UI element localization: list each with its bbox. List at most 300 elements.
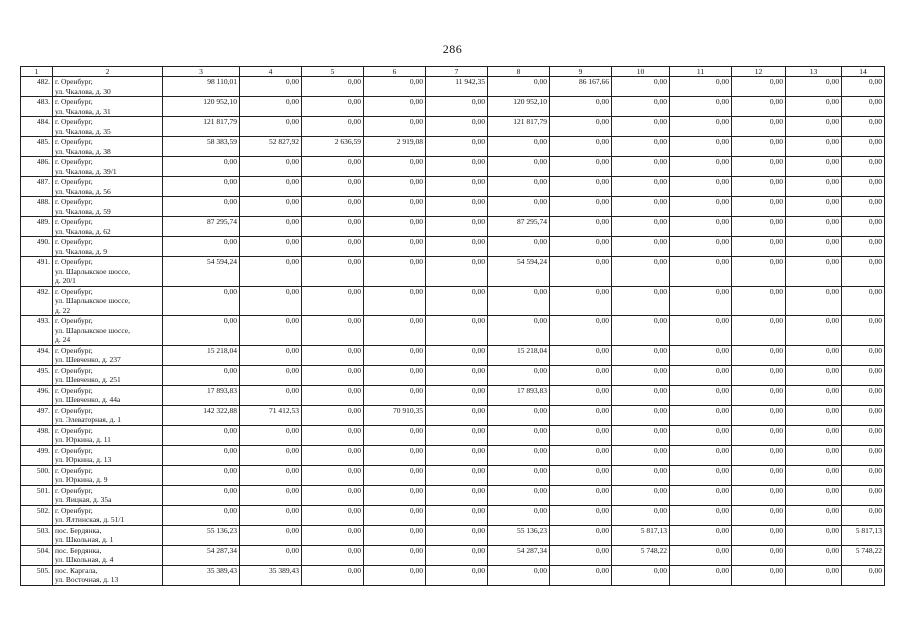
value-cell: 0,00: [488, 465, 550, 485]
value-cell: 87 295,74: [488, 217, 550, 237]
address-line: г. Оренбург,: [55, 157, 93, 166]
row-number: 499.: [21, 445, 53, 465]
value-cell: 0,00: [488, 445, 550, 465]
row-number: 500.: [21, 465, 53, 485]
address-line: ул. Шевченко, д. 44а: [55, 395, 121, 404]
value-cell: 0,00: [732, 405, 786, 425]
value-cell: 0,00: [550, 425, 612, 445]
value-cell: 0,00: [670, 465, 732, 485]
table-row: [21, 405, 885, 425]
value-cell: 0,00: [670, 365, 732, 385]
value-cell: 0,00: [302, 237, 364, 257]
address-line: ул. Яицкая, д. 35а: [55, 495, 112, 504]
value-cell: 0,00: [612, 565, 670, 585]
value-cell: 0,00: [670, 525, 732, 545]
row-number: 487.: [21, 177, 53, 197]
value-cell: 0,00: [670, 405, 732, 425]
value-cell: 0,00: [302, 385, 364, 405]
value-cell: 0,00: [302, 525, 364, 545]
value-cell: 0,00: [240, 445, 302, 465]
value-cell: 0,00: [488, 77, 550, 97]
value-cell: 11 942,35: [426, 77, 488, 97]
address-cell: [53, 197, 163, 217]
value-cell: 0,00: [426, 97, 488, 117]
value-cell: 0,00: [364, 525, 426, 545]
value-cell: 0,00: [786, 157, 842, 177]
value-cell: 0,00: [786, 117, 842, 137]
value-cell: 98 110,01: [163, 77, 240, 97]
value-cell: 0,00: [302, 97, 364, 117]
header-row: [21, 67, 885, 77]
row-number: 483.: [21, 97, 53, 117]
value-cell: 0,00: [550, 217, 612, 237]
value-cell: 0,00: [612, 77, 670, 97]
address-line: г. Оренбург,: [55, 97, 93, 106]
value-cell: 0,00: [612, 505, 670, 525]
address-cell: [53, 465, 163, 485]
column-header: 3: [163, 67, 240, 77]
value-cell: 0,00: [426, 505, 488, 525]
value-cell: 0,00: [732, 117, 786, 137]
value-cell: 0,00: [302, 316, 364, 346]
value-cell: 54 594,24: [488, 257, 550, 287]
row-number: 482.: [21, 77, 53, 97]
address-cell: [53, 237, 163, 257]
address-line: пос. Каргала,: [55, 565, 98, 575]
table-row: [21, 316, 885, 346]
value-cell: 0,00: [732, 525, 786, 545]
value-cell: 0,00: [550, 485, 612, 505]
value-cell: 0,00: [732, 286, 786, 316]
value-cell: 0,00: [732, 385, 786, 405]
value-cell: 0,00: [426, 117, 488, 137]
value-cell: 0,00: [670, 445, 732, 465]
row-number: 488.: [21, 197, 53, 217]
address-cell: [53, 77, 163, 97]
row-number: 493.: [21, 316, 53, 346]
value-cell: 0,00: [240, 485, 302, 505]
value-cell: 0,00: [786, 257, 842, 287]
value-cell: 0,00: [426, 157, 488, 177]
value-cell: 0,00: [842, 385, 885, 405]
address-line: пос. Бердянка,: [55, 525, 102, 535]
table-row: [21, 445, 885, 465]
value-cell: 0,00: [842, 445, 885, 465]
value-cell: 0,00: [364, 157, 426, 177]
address-cell: [53, 365, 163, 385]
value-cell: 0,00: [732, 197, 786, 217]
value-cell: 0,00: [612, 237, 670, 257]
column-header: 13: [786, 67, 842, 77]
table-row: [21, 197, 885, 217]
value-cell: 0,00: [732, 77, 786, 97]
value-cell: 0,00: [364, 117, 426, 137]
address-line: ул. Шарлыкское шоссе,: [55, 296, 130, 305]
value-cell: 0,00: [364, 237, 426, 257]
value-cell: 0,00: [670, 217, 732, 237]
address-line: г. Оренбург,: [55, 217, 93, 226]
column-header: 8: [488, 67, 550, 77]
value-cell: 0,00: [550, 257, 612, 287]
table-row: [21, 237, 885, 257]
page-number: 286: [442, 42, 463, 56]
value-cell: 0,00: [786, 505, 842, 525]
value-cell: 0,00: [786, 316, 842, 346]
value-cell: 0,00: [163, 505, 240, 525]
value-cell: 54 287,34: [163, 545, 240, 565]
value-cell: 0,00: [670, 177, 732, 197]
address-line: ул. Ялтинская, д. 51/1: [55, 515, 125, 524]
address-cell: [53, 405, 163, 425]
value-cell: 17 893,83: [163, 385, 240, 405]
table-row: [21, 385, 885, 405]
value-cell: 0,00: [670, 257, 732, 287]
value-cell: 0,00: [612, 405, 670, 425]
value-cell: 0,00: [732, 316, 786, 346]
address-line: ул. Чкалова, д. 31: [55, 106, 111, 116]
address-line: д. 20/1: [55, 276, 76, 285]
value-cell: 0,00: [488, 197, 550, 217]
address-line: г. Оренбург,: [55, 237, 93, 246]
value-cell: 0,00: [240, 505, 302, 525]
address-cell: [53, 97, 163, 117]
value-cell: 0,00: [612, 445, 670, 465]
value-cell: 0,00: [364, 177, 426, 197]
address-line: г. Оренбург,: [55, 445, 93, 455]
address-line: д. 22: [55, 305, 71, 315]
address-line: ул. Юркина, д. 11: [55, 435, 111, 444]
value-cell: 0,00: [488, 485, 550, 505]
value-cell: 87 295,74: [163, 217, 240, 237]
value-cell: 0,00: [240, 177, 302, 197]
value-cell: 0,00: [364, 565, 426, 585]
column-header: 12: [732, 67, 786, 77]
value-cell: 0,00: [786, 525, 842, 545]
value-cell: 0,00: [302, 77, 364, 97]
column-header: 11: [670, 67, 732, 77]
value-cell: 0,00: [364, 257, 426, 287]
value-cell: 0,00: [550, 525, 612, 545]
value-cell: 0,00: [550, 545, 612, 565]
value-cell: 0,00: [426, 445, 488, 465]
value-cell: 58 383,59: [163, 137, 240, 157]
value-cell: 0,00: [732, 425, 786, 445]
value-cell: 0,00: [426, 465, 488, 485]
value-cell: 0,00: [426, 525, 488, 545]
value-cell: 0,00: [364, 345, 426, 365]
value-cell: 0,00: [488, 286, 550, 316]
value-cell: 0,00: [240, 77, 302, 97]
value-cell: 0,00: [842, 177, 885, 197]
row-number: 485.: [21, 137, 53, 157]
address-line: г. Оренбург,: [55, 77, 93, 86]
row-number: 490.: [21, 237, 53, 257]
address-line: г. Оренбург,: [55, 405, 93, 415]
value-cell: 0,00: [842, 286, 885, 316]
value-cell: 0,00: [842, 77, 885, 97]
value-cell: 0,00: [612, 465, 670, 485]
address-line: г. Оренбург,: [55, 177, 93, 186]
value-cell: 0,00: [163, 425, 240, 445]
value-cell: 0,00: [670, 565, 732, 585]
row-number: 497.: [21, 405, 53, 425]
value-cell: 0,00: [302, 217, 364, 237]
value-cell: 0,00: [732, 345, 786, 365]
value-cell: 0,00: [163, 445, 240, 465]
value-cell: 0,00: [550, 345, 612, 365]
address-cell: [53, 257, 163, 287]
value-cell: 0,00: [240, 237, 302, 257]
value-cell: 15 218,04: [163, 345, 240, 365]
table-row: [21, 485, 885, 505]
value-cell: 0,00: [163, 465, 240, 485]
value-cell: 0,00: [786, 197, 842, 217]
value-cell: 0,00: [732, 177, 786, 197]
value-cell: 0,00: [163, 197, 240, 217]
row-number: 505.: [21, 565, 53, 585]
table-row: [21, 97, 885, 117]
table-row: [21, 286, 885, 316]
value-cell: 5 748,22: [612, 545, 670, 565]
row-number: 498.: [21, 425, 53, 445]
value-cell: 0,00: [426, 177, 488, 197]
column-header: 7: [426, 67, 488, 77]
value-cell: 0,00: [163, 485, 240, 505]
address-line: д. 24: [55, 335, 71, 344]
value-cell: 55 136,23: [488, 525, 550, 545]
value-cell: 0,00: [550, 445, 612, 465]
value-cell: 0,00: [426, 565, 488, 585]
row-number: 484.: [21, 117, 53, 137]
column-header: 14: [842, 67, 885, 77]
table-row: [21, 365, 885, 385]
value-cell: 17 893,83: [488, 385, 550, 405]
value-cell: 0,00: [163, 237, 240, 257]
value-cell: 0,00: [550, 157, 612, 177]
value-cell: 0,00: [426, 217, 488, 237]
value-cell: 0,00: [786, 565, 842, 585]
address-cell: [53, 157, 163, 177]
value-cell: 120 952,10: [488, 97, 550, 117]
value-cell: 0,00: [786, 286, 842, 316]
value-cell: 0,00: [364, 445, 426, 465]
value-cell: 121 817,79: [163, 117, 240, 137]
table-row: [21, 505, 885, 525]
value-cell: 0,00: [550, 286, 612, 316]
value-cell: 0,00: [302, 445, 364, 465]
address-cell: [53, 545, 163, 565]
value-cell: 0,00: [302, 365, 364, 385]
value-cell: 0,00: [732, 505, 786, 525]
value-cell: 0,00: [670, 286, 732, 316]
value-cell: 0,00: [163, 286, 240, 316]
value-cell: 55 136,23: [163, 525, 240, 545]
value-cell: 0,00: [612, 485, 670, 505]
column-header: 2: [53, 67, 163, 77]
value-cell: 0,00: [302, 286, 364, 316]
value-cell: 0,00: [550, 197, 612, 217]
value-cell: 0,00: [786, 237, 842, 257]
value-cell: 0,00: [240, 157, 302, 177]
table-row: [21, 157, 885, 177]
value-cell: 0,00: [240, 545, 302, 565]
table-row: [21, 257, 885, 287]
column-header: 5: [302, 67, 364, 77]
value-cell: 0,00: [612, 257, 670, 287]
table-row: [21, 465, 885, 485]
value-cell: 0,00: [842, 485, 885, 505]
value-cell: 0,00: [364, 77, 426, 97]
row-number: 504.: [21, 545, 53, 565]
value-cell: 0,00: [240, 385, 302, 405]
value-cell: 0,00: [163, 316, 240, 346]
address-cell: [53, 505, 163, 525]
address-cell: [53, 425, 163, 445]
value-cell: 0,00: [488, 137, 550, 157]
value-cell: 0,00: [426, 545, 488, 565]
value-cell: 0,00: [786, 445, 842, 465]
address-cell: [53, 117, 163, 137]
value-cell: 0,00: [240, 316, 302, 346]
address-line: г. Оренбург,: [55, 505, 93, 515]
value-cell: 0,00: [550, 137, 612, 157]
address-line: ул. Чкалова, д. 35: [55, 126, 111, 136]
value-cell: 0,00: [842, 157, 885, 177]
value-cell: 0,00: [670, 316, 732, 346]
value-cell: 0,00: [842, 237, 885, 257]
value-cell: 54 594,24: [163, 257, 240, 287]
value-cell: 0,00: [163, 157, 240, 177]
value-cell: 0,00: [612, 365, 670, 385]
value-cell: 0,00: [612, 197, 670, 217]
address-line: г. Оренбург,: [55, 345, 93, 355]
address-line: пос. Бердянка,: [55, 545, 102, 555]
value-cell: 0,00: [240, 286, 302, 316]
value-cell: 0,00: [786, 405, 842, 425]
value-cell: 0,00: [426, 137, 488, 157]
value-cell: 0,00: [670, 505, 732, 525]
value-cell: 0,00: [302, 345, 364, 365]
value-cell: 0,00: [550, 237, 612, 257]
value-cell: 0,00: [612, 345, 670, 365]
table-row: [21, 425, 885, 445]
value-cell: 0,00: [842, 97, 885, 117]
value-cell: 0,00: [426, 197, 488, 217]
row-number: 486.: [21, 157, 53, 177]
value-cell: 0,00: [786, 465, 842, 485]
value-cell: 0,00: [240, 117, 302, 137]
value-cell: 35 389,43: [240, 565, 302, 585]
value-cell: 0,00: [732, 217, 786, 237]
value-cell: 0,00: [364, 217, 426, 237]
value-cell: 0,00: [550, 177, 612, 197]
value-cell: 0,00: [550, 365, 612, 385]
value-cell: 0,00: [670, 345, 732, 365]
value-cell: 0,00: [364, 425, 426, 445]
value-cell: 0,00: [240, 525, 302, 545]
row-number: 496.: [21, 385, 53, 405]
data-table: [20, 66, 885, 586]
address-line: г. Оренбург,: [55, 385, 93, 395]
value-cell: 0,00: [240, 217, 302, 237]
value-cell: 121 817,79: [488, 117, 550, 137]
value-cell: 0,00: [786, 177, 842, 197]
value-cell: 0,00: [612, 157, 670, 177]
value-cell: 0,00: [163, 177, 240, 197]
address-line: г. Оренбург,: [55, 257, 93, 266]
column-header: 4: [240, 67, 302, 77]
value-cell: 0,00: [732, 157, 786, 177]
table-row: [21, 177, 885, 197]
address-cell: [53, 345, 163, 365]
row-number: 494.: [21, 345, 53, 365]
value-cell: 0,00: [612, 177, 670, 197]
value-cell: 0,00: [426, 257, 488, 287]
value-cell: 0,00: [240, 465, 302, 485]
value-cell: 86 167,66: [550, 77, 612, 97]
address-line: ул. Шевченко, д. 237: [55, 355, 121, 364]
value-cell: 0,00: [612, 217, 670, 237]
address-line: г. Оренбург,: [55, 197, 93, 206]
column-header: 10: [612, 67, 670, 77]
value-cell: 0,00: [302, 405, 364, 425]
value-cell: 0,00: [612, 137, 670, 157]
row-number: 489.: [21, 217, 53, 237]
value-cell: 0,00: [842, 405, 885, 425]
value-cell: 0,00: [426, 425, 488, 445]
value-cell: 0,00: [240, 97, 302, 117]
value-cell: 0,00: [842, 425, 885, 445]
address-line: г. Оренбург,: [55, 286, 93, 296]
value-cell: 0,00: [670, 545, 732, 565]
column-header: 1: [21, 67, 53, 77]
table-row: [21, 545, 885, 565]
value-cell: 0,00: [670, 77, 732, 97]
value-cell: 0,00: [302, 197, 364, 217]
address-cell: [53, 177, 163, 197]
address-cell: [53, 137, 163, 157]
value-cell: 0,00: [670, 137, 732, 157]
value-cell: 0,00: [842, 565, 885, 585]
value-cell: 0,00: [842, 257, 885, 287]
value-cell: 0,00: [786, 217, 842, 237]
value-cell: 0,00: [426, 405, 488, 425]
value-cell: 0,00: [550, 117, 612, 137]
value-cell: 0,00: [550, 505, 612, 525]
table-row: [21, 525, 885, 545]
address-line: ул. Школьная, д. 1: [55, 535, 114, 544]
value-cell: 0,00: [612, 97, 670, 117]
table-row: [21, 217, 885, 237]
value-cell: 0,00: [842, 365, 885, 385]
value-cell: 71 412,53: [240, 405, 302, 425]
value-cell: 0,00: [732, 565, 786, 585]
value-cell: 0,00: [364, 286, 426, 316]
value-cell: 142 322,88: [163, 405, 240, 425]
value-cell: 0,00: [302, 425, 364, 445]
value-cell: 0,00: [842, 505, 885, 525]
value-cell: 0,00: [488, 237, 550, 257]
value-cell: 0,00: [732, 485, 786, 505]
value-cell: 0,00: [612, 425, 670, 445]
value-cell: 0,00: [842, 345, 885, 365]
address-line: ул. Чкалова, д. 38: [55, 146, 111, 156]
value-cell: 0,00: [488, 316, 550, 346]
value-cell: 52 827,92: [240, 137, 302, 157]
value-cell: 0,00: [786, 137, 842, 157]
value-cell: 0,00: [732, 545, 786, 565]
value-cell: 0,00: [786, 425, 842, 445]
